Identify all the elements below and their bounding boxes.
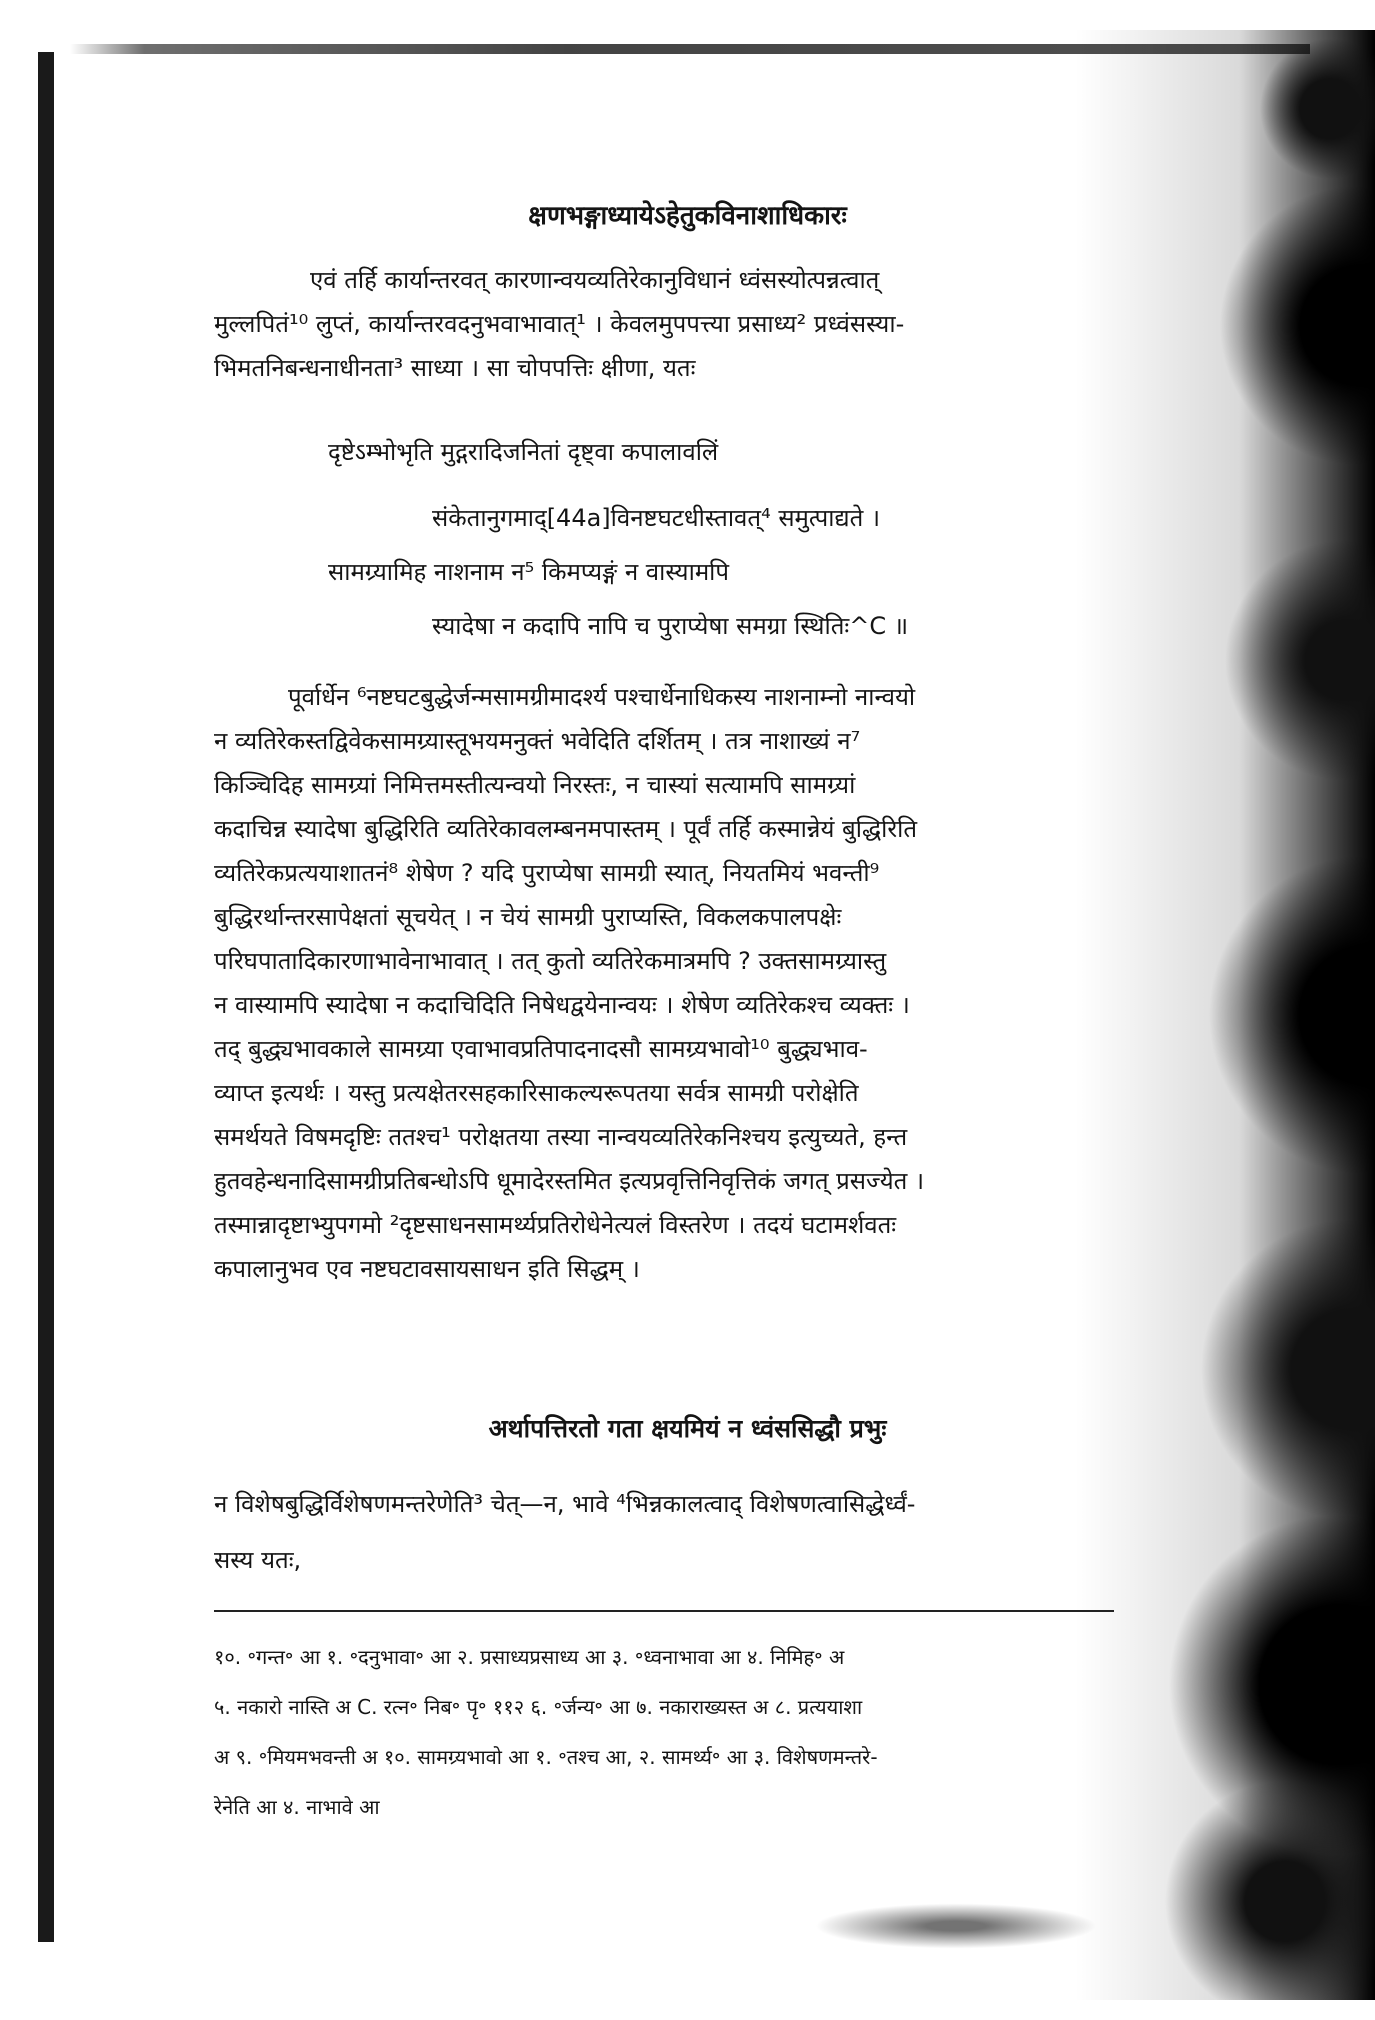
verse-line: संकेतानुगमाद्[44a]विनष्टघटधीस्तावत्⁴ समुत्पाद्यते । <box>432 504 881 532</box>
text-line: व्यतिरेकप्रत्ययाशातनं⁸ शेषेण ? यदि पुराप्येषा सामग्री स्यात्, नियतमियं भवन्ती⁹ <box>214 859 880 887</box>
verse-line: स्यादेषा न कदापि नापि च पुराप्येषा समग्रा स्थितिः^C ॥ <box>432 612 909 640</box>
text-line: हुतवहेन्धनादिसामग्रीप्रतिबन्धोऽपि धूमादेरस्तमित इत्यप्रवृत्तिनिवृत्तिकं जगत् प्रसज्येत । <box>214 1167 925 1195</box>
text-line: कदाचिन्न स्यादेषा बुद्धिरिति व्यतिरेकावलम्बनमपास्तम् । पूर्वं तर्हि कस्मान्नेयं बुद्धिरिति <box>214 815 918 843</box>
verse-line: सामग्र्यामिह नाशनाम न⁵ किमप्यङ्गं न वास्यामपि <box>328 558 730 586</box>
text-line: भिमतनिबन्धनाधीनता³ साध्या । सा चोपपत्तिः क्षीणा, यतः <box>214 354 696 382</box>
paragraph-3 <box>214 1482 1114 1582</box>
paragraph-2 <box>214 675 1114 1291</box>
scan-noise-bottom <box>620 1890 1100 1980</box>
text-line: समर्थयते विषमदृष्टिः ततश्च¹ परोक्षतया तस्या नान्वयव्यतिरेकनिश्चय इत्युच्यते, हन्त <box>214 1123 908 1151</box>
text-line: किञ्चिदिह सामग्र्यां निमित्तमस्तीत्यन्वयो निरस्तः, न चास्यां सत्यामपि सामग्र्यां <box>214 771 856 799</box>
scan-noise-right <box>1075 30 1375 2000</box>
text-line: तस्मान्नादृष्टाभ्युपगमो ²दृष्टसाधनसामर्थ्यप्रतिरोधेनेत्यलं विस्तरेण । तदयं घटामर्शवतः <box>214 1211 897 1239</box>
text-line: न व्यतिरेकस्तद्विवेकसामग्र्यास्तूभयमनुक्तं भवेदिति दर्शितम् । तत्र नाशाख्यं न⁷ <box>214 727 861 755</box>
footnote-line: १०. ॰गन्त॰ आ १. ॰दनुभावा॰ आ २. प्रसाध्यप्रसाध्य आ ३. ॰ध्वनाभावा आ ४. निमिह॰ अ <box>214 1645 845 1669</box>
text-line: तद् बुद्ध्यभावकाले सामग्र्या एवाभावप्रतिपादनादसौ सामग्र्यभावो¹⁰ बुद्ध्यभाव- <box>214 1035 868 1063</box>
verse-line: दृष्टेऽम्भोभृति मुद्गरादिजनितां दृष्ट्वा कपालावलिं <box>328 438 719 466</box>
footnotes <box>214 1632 1114 1832</box>
footnote-line: ५. नकारो नास्ति अ C. रत्न॰ निब॰ पृ॰ ११२ ६. ॰र्जन्य॰ आ ७. नकाराख्यस्त अ ८. प्रत्ययाशा <box>214 1695 863 1719</box>
text-line: बुद्धिरर्थान्तरसापेक्षतां सूचयेत् । न चेयं सामग्री पुराप्यस्ति, विकलकपालपक्षेः <box>214 903 842 931</box>
text-line: न वास्यामपि स्यादेषा न कदाचिदिति निषेधद्वयेनान्वयः । शेषेण व्यतिरेकश्च व्यक्तः । <box>214 991 910 1019</box>
paragraph-1 <box>214 258 1114 390</box>
text-line: कपालानुभव एव नष्टघटावसायसाधन इति सिद्धम् । <box>214 1255 640 1283</box>
text-line: व्याप्त इत्यर्थः । यस्तु प्रत्यक्षेतरसहकारिसाकल्यरूपतया सर्वत्र सामग्री परोक्षेति <box>214 1079 859 1107</box>
footnote-line: रेनेति आ ४. नाभावे आ <box>214 1795 380 1819</box>
text-line: एवं तर्हि कार्यान्तरवत् कारणान्वयव्यतिरेकानुविधानं ध्वंसस्योत्पन्नत्वात् <box>310 266 880 294</box>
text-line: पूर्वार्धेन ⁶नष्टघटबुद्धेर्जन्मसामग्रीमादर्श्य पश्चार्धेनाधिकस्य नाशनाम्नो नान्वयो <box>288 683 916 711</box>
text-line: परिघपातादिकारणाभावेनाभावात् । तत् कुतो व्यतिरेकमात्रमपि ? उक्तसामग्र्यास्तु <box>214 947 887 975</box>
text-line: मुल्लपितं¹⁰ लुप्तं, कार्यान्तरवदनुभवाभावात्¹ । केवलमुपपत्त्या प्रसाध्य² प्रध्वंसस्या- <box>214 310 905 338</box>
scan-edge-left <box>38 52 54 1942</box>
sub-heading: अर्थापत्तिरतो गता क्षयमियं न ध्वंससिद्धौ प्रभुः <box>488 1414 887 1443</box>
text-line: सस्य यतः, <box>214 1546 302 1574</box>
footnote-line: अ ९. ॰मियमभवन्ती अ १०. सामग्र्यभावो आ १. ॰तश्च आ, २. सामर्थ्य॰ आ ३. विशेषणमन्तरे- <box>214 1745 878 1769</box>
text-line: न विशेषबुद्धिर्विशेषणमन्तरेणेति³ चेत्—न, भावे ⁴भिन्नकालत्वाद् विशेषणत्वासिद्धेर्ध्वं- <box>214 1490 916 1518</box>
footnote-divider <box>214 1610 1114 1612</box>
section-heading: क्षणभङ्गाध्यायेऽहेतुकविनाशाधिकारः <box>528 201 847 231</box>
